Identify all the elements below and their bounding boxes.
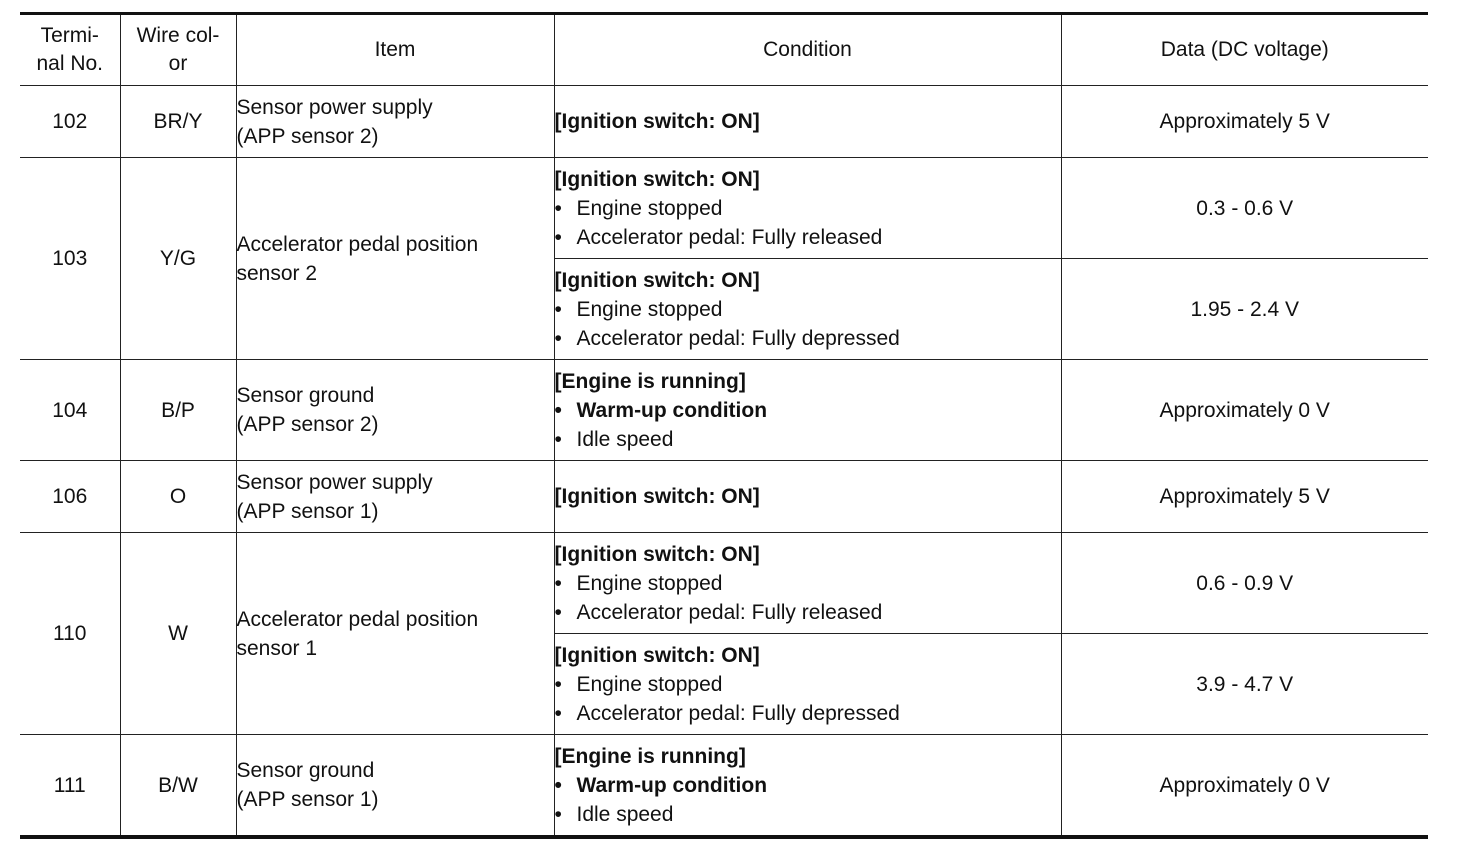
condition-bullet: • Warm-up condition — [555, 396, 1061, 425]
bullet-icon: • — [554, 225, 562, 249]
item-line: Accelerator pedal position — [236, 607, 479, 631]
terminal-no-cell: 102 — [20, 86, 120, 158]
header-row — [20, 14, 1428, 86]
item-cell — [236, 86, 554, 158]
terminal-no-cell: 103 — [20, 158, 120, 360]
data-cell: Approximately 5 V — [1061, 86, 1428, 158]
condition-cell — [554, 158, 1061, 259]
item-cell — [236, 533, 554, 735]
item-line: Sensor ground — [236, 384, 375, 407]
condition-bullet: • Idle speed — [555, 425, 1061, 454]
header-item: Item — [236, 14, 554, 86]
item-line: (APP sensor 2) — [236, 124, 379, 148]
condition-cell — [554, 735, 1061, 838]
terminal-no-cell: 111 — [20, 735, 120, 838]
bullet-icon: • — [554, 571, 562, 595]
wire-color-cell: BR/Y — [120, 86, 236, 158]
condition-bullet: • Engine stopped — [555, 194, 1061, 223]
condition-bullet: • Warm-up condition — [555, 771, 1061, 800]
data-cell: Approximately 0 V — [1061, 735, 1428, 838]
item-line: Accelerator pedal position — [236, 232, 479, 256]
condition-bullet: • Engine stopped — [555, 670, 1061, 699]
item-cell — [236, 461, 554, 533]
condition-bullet: • Accelerator pedal: Fully depressed — [555, 324, 1061, 353]
condition-bullet: • Accelerator pedal: Fully released — [555, 223, 1061, 252]
wire-color-cell: B/W — [120, 735, 236, 838]
condition-bullet: • Engine stopped — [555, 295, 1061, 324]
bullet-icon: • — [554, 773, 562, 797]
item-line: Sensor ground — [236, 759, 375, 782]
bullet-icon: • — [554, 600, 562, 624]
terminal-no-cell: 106 — [20, 461, 120, 533]
bullet-icon: • — [554, 672, 562, 696]
bullet-icon: • — [554, 802, 562, 826]
item-cell — [236, 735, 554, 838]
table-row — [20, 360, 1428, 461]
condition-bullet: • Accelerator pedal: Fully depressed — [555, 699, 1061, 728]
data-cell: 0.6 - 0.9 V — [1061, 533, 1428, 634]
data-cell: 0.3 - 0.6 V — [1061, 158, 1428, 259]
table-row — [20, 533, 1428, 634]
bullet-icon: • — [554, 427, 562, 451]
item-line: Sensor power supply — [236, 470, 433, 494]
table-row — [20, 735, 1428, 838]
condition-cell — [554, 86, 1061, 158]
header-terminal-no: Termi- nal No. — [20, 14, 120, 86]
data-cell: 3.9 - 4.7 V — [1061, 634, 1428, 735]
table-row — [20, 461, 1428, 533]
header-wire-color: Wire col- or — [120, 14, 236, 86]
condition-cell — [554, 634, 1061, 735]
item-line: (APP sensor 1) — [236, 788, 379, 811]
item-line: (APP sensor 2) — [236, 413, 379, 436]
header-data: Data (DC voltage) — [1061, 14, 1428, 86]
condition-title: [Engine is running] — [554, 744, 746, 768]
item-cell — [236, 158, 554, 360]
data-cell: Approximately 0 V — [1061, 360, 1428, 461]
wire-color-cell: Y/G — [120, 158, 236, 360]
condition-title: [Ignition switch: ON] — [554, 167, 760, 191]
condition-title: [Ignition switch: ON] — [554, 485, 760, 508]
condition-cell — [554, 461, 1061, 533]
condition-bullet: • Accelerator pedal: Fully released — [555, 598, 1061, 627]
data-cell: 1.95 - 2.4 V — [1061, 259, 1428, 360]
terminal-no-cell: 104 — [20, 360, 120, 461]
table-row — [20, 158, 1428, 259]
item-line: Sensor power supply — [236, 95, 433, 119]
condition-cell — [554, 533, 1061, 634]
terminal-no-cell: 110 — [20, 533, 120, 735]
wire-color-cell: B/P — [120, 360, 236, 461]
bullet-icon: • — [554, 326, 562, 350]
bullet-icon: • — [554, 398, 562, 422]
condition-title: [Ignition switch: ON] — [554, 542, 760, 566]
bullet-icon: • — [554, 297, 562, 321]
header-condition: Condition — [554, 14, 1061, 86]
condition-title: [Ignition switch: ON] — [554, 268, 760, 292]
table-row — [20, 86, 1428, 158]
condition-bullet: • Engine stopped — [555, 569, 1061, 598]
item-line: (APP sensor 1) — [236, 499, 379, 523]
data-cell: Approximately 5 V — [1061, 461, 1428, 533]
item-line: sensor 2 — [236, 261, 318, 285]
condition-title: [Ignition switch: ON] — [554, 110, 760, 133]
wire-color-cell: W — [120, 533, 236, 735]
condition-title: [Ignition switch: ON] — [554, 643, 760, 667]
bullet-icon: • — [554, 196, 562, 220]
bullet-icon: • — [554, 701, 562, 725]
terminal-spec-table — [20, 12, 1428, 839]
condition-cell — [554, 360, 1061, 461]
item-line: sensor 1 — [236, 636, 318, 660]
condition-bullet: • Idle speed — [555, 800, 1061, 829]
condition-cell — [554, 259, 1061, 360]
condition-title: [Engine is running] — [554, 369, 746, 393]
wire-color-cell: O — [120, 461, 236, 533]
item-cell — [236, 360, 554, 461]
